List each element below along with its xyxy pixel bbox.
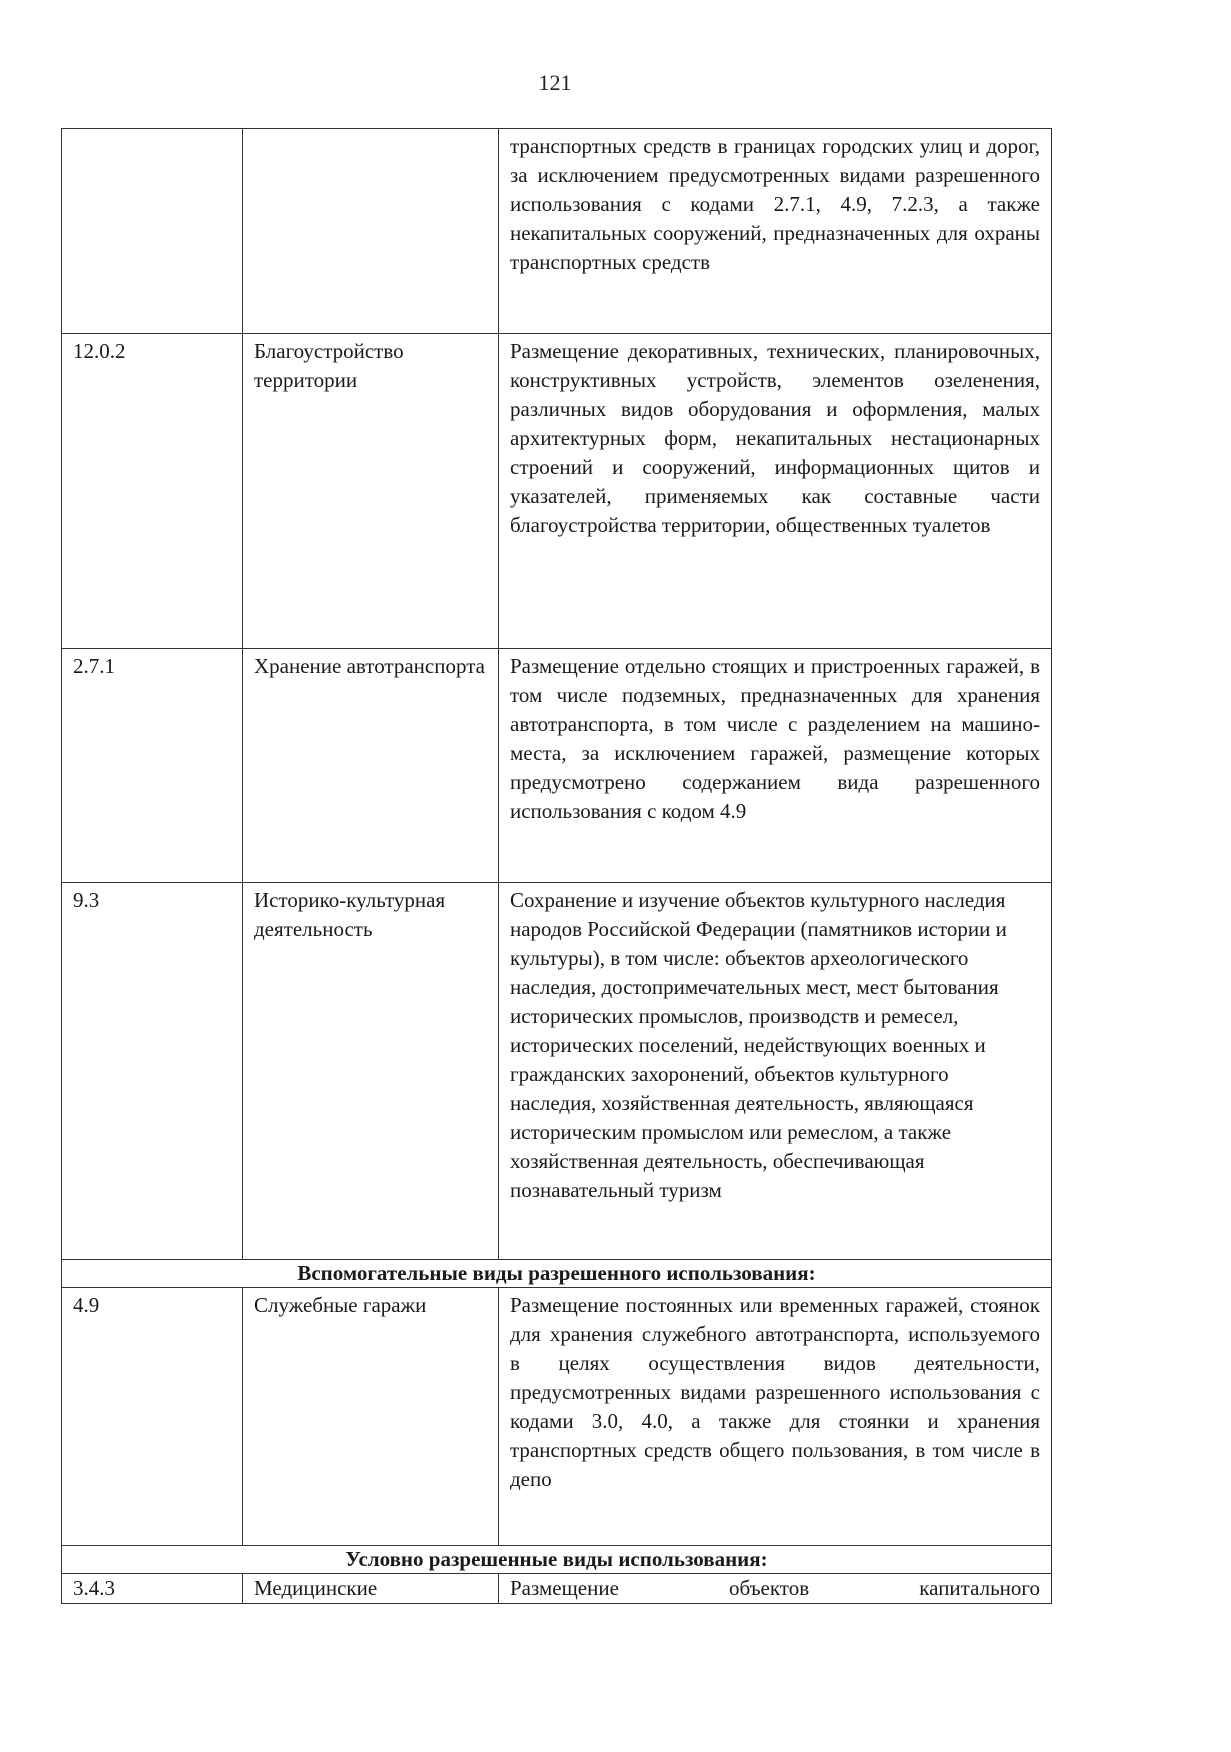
use-code-cell: 9.3 bbox=[62, 883, 243, 1260]
use-name-cell: Хранение автотранспорта bbox=[243, 649, 499, 883]
section-heading-conditional: Условно разрешенные виды использования: bbox=[62, 1546, 1052, 1574]
page-number: 121 bbox=[538, 70, 572, 95]
use-code-cell bbox=[62, 129, 243, 334]
use-description-cell: Размещение декоративных, технических, планировочных, конструктивных устройств, элементов озеленения, различных видов оборудования и оформления, малых архитектурных форм, некапитальных нестационарных строений и сооружений, информационных щитов и указателей, применяемых как составные части благоустройства территории, общественных туалетов bbox=[499, 334, 1052, 649]
table-row bbox=[62, 883, 1052, 1260]
section-heading-auxiliary: Вспомогательные виды разрешенного использования: bbox=[62, 1260, 1052, 1288]
use-name-cell: Служебные гаражи bbox=[243, 1288, 499, 1546]
use-name-cell: Благоустройство территории bbox=[243, 334, 499, 649]
use-description-cell: Размещение объектов капитального bbox=[499, 1574, 1052, 1604]
use-description-cell: Сохранение и изучение объектов культурного наследия народов Российской Федерации (памятников истории и культуры), в том числе: объектов археологического наследия, достопримечательных мест, мест бытования исторических промыслов, производств и ремесел, исторических поселений, недействующих военных и гражданских захоронений, объектов культурного наследия, хозяйственная деятельность, являющаяся историческим промыслом или ремеслом, а также хозяйственная деятельность, обеспечивающая познавательный туризм bbox=[499, 883, 1052, 1260]
use-name-cell bbox=[243, 129, 499, 334]
section-header-row bbox=[62, 1260, 1052, 1288]
use-name-cell: Медицинские bbox=[243, 1574, 499, 1604]
table-row bbox=[62, 649, 1052, 883]
land-use-table bbox=[61, 128, 1052, 1604]
use-description-cell: Размещение постоянных или временных гаражей, стоянок для хранения служебного автотранспорта, используемого в целях осуществления видов деятельности, предусмотренных видами разрешенного использования с кодами 3.0, 4.0, а также для стоянки и хранения транспортных средств общего пользования, в том числе в депо bbox=[499, 1288, 1052, 1546]
section-header-row bbox=[62, 1546, 1052, 1574]
use-code-cell: 2.7.1 bbox=[62, 649, 243, 883]
use-code-cell: 3.4.3 bbox=[62, 1574, 243, 1604]
table-row bbox=[62, 334, 1052, 649]
table-row bbox=[62, 1288, 1052, 1546]
use-description-cell: транспортных средств в границах городских улиц и дорог, за исключением предусмотренных видами разрешенного использования с кодами 2.7.1, 4.9, 7.2.3, а также некапитальных сооружений, предназначенных для охраны транспортных средств bbox=[499, 129, 1052, 334]
use-code-cell: 4.9 bbox=[62, 1288, 243, 1546]
table-row bbox=[62, 129, 1052, 334]
use-name-cell: Историко-культурная деятельность bbox=[243, 883, 499, 1260]
use-code-cell: 12.0.2 bbox=[62, 334, 243, 649]
table-row bbox=[62, 1574, 1052, 1604]
use-description-cell: Размещение отдельно стоящих и пристроенных гаражей, в том числе подземных, предназначенных для хранения автотранспорта, в том числе с разделением на машино-места, за исключением гаражей, размещение которых предусмотрено содержанием вида разрешенного использования с кодом 4.9 bbox=[499, 649, 1052, 883]
